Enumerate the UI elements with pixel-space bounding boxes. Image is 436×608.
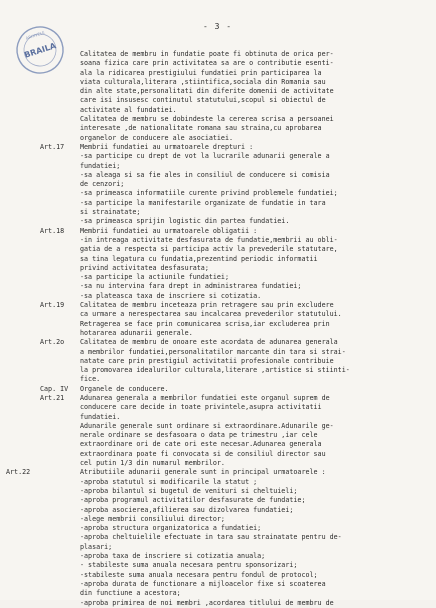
text-line: interesate ,de nationalitate romana sau straina,cu aprobarea <box>80 124 322 133</box>
section-6 <box>0 394 436 468</box>
section-5 <box>0 385 436 394</box>
article-label: Art.17 <box>40 142 65 151</box>
text-line: conducere care decide in toate privintele,asupra activitatii <box>80 403 322 412</box>
section-1 <box>0 143 436 227</box>
text-line: Organele de conducere. <box>80 384 169 393</box>
article-label: Art.2o <box>40 338 65 347</box>
text-line: -in intreaga activitate desfasurata de fundatie,membrii au obli- <box>80 235 338 244</box>
text-line: -sa participe la manifestarile organizate de fundatie in tara <box>80 198 326 207</box>
text-line: Membrii fundatiei au urmatoarele obligatii : <box>80 226 258 235</box>
text-line: natate care prin prestigiul activitatii profesionale contribuie <box>80 356 334 365</box>
text-line: Membrii fundatiei au urmatoarele drepturi : <box>80 142 254 151</box>
svg-text:BRAILA: BRAILA <box>23 41 58 60</box>
text-line: -sa participe cu drept de vot la lucrarile adunarii generale a <box>80 152 330 161</box>
text-line: Calitatea de membru inceteaza prin retragere sau prin excludere <box>80 301 334 310</box>
text-line: activitate al fundatiei. <box>80 105 177 114</box>
text-line: -sa primeasca sprijin logistic din partea fundatiei. <box>80 217 290 226</box>
text-line: -stabileste suma anuala necesara pentru fondul de protocol; <box>80 570 318 579</box>
text-line: la promovarea idealurilor culturala,literare ,artistice si stiinti- <box>80 366 350 375</box>
text-line: Calitatea de membru se dobindeste la cererea scrisa a persoanei <box>80 115 334 124</box>
text-line: sa tina legatura cu fundatia,prezentind periodic informatii <box>80 254 318 263</box>
text-line: Atributiile adunarii generale sunt in principal urmatoarele : <box>80 468 326 477</box>
text-line: soana fizica care prin activitatea sa are o contributie esenti- <box>80 59 334 68</box>
text-line: Adunarea generala a membrilor fundatiei este organul suprem de <box>80 393 330 402</box>
text-line: din functiune a acestora; <box>80 589 181 598</box>
text-line: cel putin 1/3 din numarul membrilor. <box>80 459 225 468</box>
article-text <box>80 227 430 301</box>
article-label: Art.19 <box>40 301 65 310</box>
article-label: Art.22 <box>6 468 31 477</box>
text-line: care isi insusesc continutul statutului,scopul si obiectul de <box>80 96 326 105</box>
text-line: si strainatate; <box>80 208 141 217</box>
text-line: -aproba taxa de inscriere si cotizatia anuala; <box>80 552 266 561</box>
text-line: -aproba programul activitatilor desfasurate de fundatie; <box>80 496 306 505</box>
text-line: Adunarile generale sunt ordinare si extraordinare.Adunarile ge- <box>80 421 334 430</box>
text-line: - stabileste suma anuala necesara pentru sponsorizari; <box>80 561 298 570</box>
text-line: organelor de conducere ale asociatiei. <box>80 133 233 142</box>
text-line: -sa nu intervina fara drept in administrarea fundatiei; <box>80 282 302 291</box>
text-line: -aproba structura organizatorica a fundatiei; <box>80 524 262 533</box>
text-line: -aproba bilantul si bugetul de venituri si cheltuieli; <box>80 486 298 495</box>
text-line: de cenzori; <box>80 180 125 189</box>
text-line: extraordinara poate fi convocata si de consiliul director sau <box>80 449 326 458</box>
text-line: ca urmare a nerespectarea sau incalcarea prevederilor statutului. <box>80 310 342 319</box>
page-number: - 3 - <box>203 22 233 31</box>
text-line: Calitatea de membru de onoare este acordata de adunarea generala <box>80 338 338 347</box>
text-line: fundatiei; <box>80 161 121 170</box>
text-line: -aproba statutul si modificarile la statut ; <box>80 477 258 486</box>
text-line: -alege membrii consiliului director; <box>80 514 225 523</box>
article-label: Art.21 <box>40 393 65 402</box>
article-text <box>80 338 430 384</box>
text-line: extraordinare ori de cate ori este necesar.Adunarea generala <box>80 440 322 449</box>
text-line: -sa aleaga si sa fie ales in consiliul de conducere si comisia <box>80 170 330 179</box>
text-line: -aproba durata de functionare a mijloacelor fixe si scoaterea <box>80 579 326 588</box>
document-body <box>0 50 436 608</box>
article-text <box>80 50 430 143</box>
article-text <box>80 143 430 227</box>
article-text <box>80 394 430 468</box>
text-line: -aproba asocierea,afilierea sau dizolvarea fundatiei; <box>80 505 294 514</box>
text-line: viata culturala,literara ,stiintifica,sociala din Romania sau <box>80 77 326 86</box>
text-line: -aproba cheltuielile efectuate in tara sau strainatate pentru de- <box>80 533 342 542</box>
text-line: -sa participe la actiunile fundatiei; <box>80 273 229 282</box>
text-line: gatia de a respecta si participa activ la prevederile statutare, <box>80 245 338 254</box>
text-line: -sa primeasca informatiile curente privind problemele fundatiei; <box>80 189 338 198</box>
text-line: hotararea adunarii generale. <box>80 328 193 337</box>
text-line: fice. <box>80 375 101 384</box>
svg-text:ARHIVELE: ARHIVELE <box>25 29 46 41</box>
text-line: ala la ridicarea prestigiului fundatiei prin participarea la <box>80 68 322 77</box>
article-label: Art.18 <box>40 226 65 235</box>
text-line: a membrilor fundatiei,personalitatilor marcante din tara si strai- <box>80 347 346 356</box>
text-line: din alte state,personalitati din diferite domenii de activitate <box>80 87 334 96</box>
text-line: privind activitatea desfasurata; <box>80 263 209 272</box>
text-line: Retragerea se face prin comunicarea scrisa,iar excluderea prin <box>80 319 330 328</box>
section-4 <box>0 338 436 384</box>
text-line: Calitatea de membru in fundatie poate fi obtinuta de orica per- <box>80 50 334 58</box>
section-3 <box>0 301 436 338</box>
text-line: plasari; <box>80 542 113 551</box>
article-text <box>80 468 430 607</box>
text-line: fundatiei. <box>80 412 121 421</box>
text-line: nerale ordinare se desfasoara o data pe trimestru ,iar cele <box>80 431 318 440</box>
section-0 <box>0 50 436 143</box>
section-2 <box>0 227 436 301</box>
article-text <box>80 301 430 338</box>
article-text <box>80 385 430 394</box>
article-label: Cap. IV <box>40 384 69 393</box>
text-line: -sa plateasca taxa de inscriere si cotizatia. <box>80 291 262 300</box>
section-7 <box>0 468 436 607</box>
text-line: -aproba primirea de noi membri ,acordarea titlului de membru de <box>80 598 334 607</box>
